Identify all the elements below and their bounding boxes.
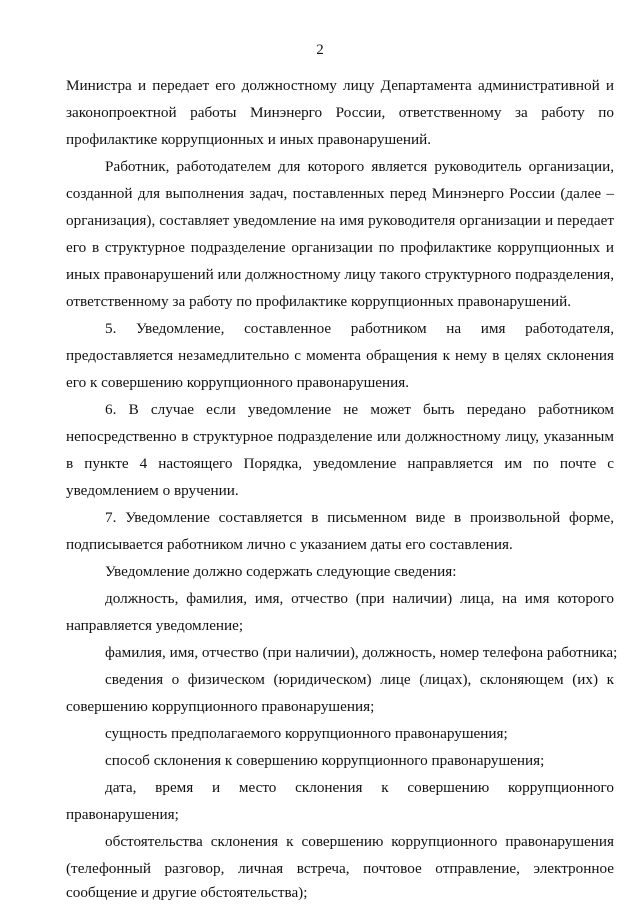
text-line: сведения о физическом (юридическом) лице (лицах), склоняющем (их) к <box>105 671 614 688</box>
text-line: в пункте 4 настоящего Порядка, уведомление направляется им по почте с <box>66 455 614 472</box>
text-line: 7. Уведомление составляется в письменном виде в произвольной форме, <box>105 509 614 526</box>
text-line: 5. Уведомление, составленное работником на имя работодателя, <box>105 320 614 337</box>
text-line: профилактике коррупционных и иных правонарушений. <box>66 131 432 148</box>
page-number: 2 <box>316 42 324 58</box>
text-line: сообщение и другие обстоятельства); <box>66 884 308 901</box>
text-line: сущность предполагаемого коррупционного правонарушения; <box>105 725 508 742</box>
text-line: предоставляется незамедлительно с момента обращения к нему в целях склонения <box>66 347 614 364</box>
text-line: совершению коррупционного правонарушения; <box>66 698 375 715</box>
text-line: правонарушения; <box>66 806 179 823</box>
text-line: уведомлением о вручении. <box>66 482 239 499</box>
text-line: подписывается работником лично с указанием даты его составления. <box>66 536 513 553</box>
text-line: дата, время и место склонения к совершению коррупционного <box>105 779 614 796</box>
text-line: 6. В случае если уведомление не может быть передано работником <box>105 401 614 418</box>
text-line: (телефонный разговор, личная встреча, почтовое отправление, электронное <box>66 860 614 877</box>
text-line: законопроектной работы Минэнерго России, ответственному за работу по <box>66 104 614 121</box>
text-line: созданной для выполнения задач, поставленных перед Минэнерго России (далее – <box>66 185 614 202</box>
text-line: Министра и передает его должностному лицу Департамента административной и <box>66 77 614 94</box>
text-line: должность, фамилия, имя, отчество (при наличии) лица, на имя которого <box>105 590 614 607</box>
text-line: организация), составляет уведомление на имя руководителя организации и передает <box>66 212 614 229</box>
text-line: его в структурное подразделение организации по профилактике коррупционных и <box>66 239 614 256</box>
text-line: Уведомление должно содержать следующие сведения: <box>105 563 457 580</box>
text-line: способ склонения к совершению коррупционного правонарушения; <box>105 752 545 769</box>
text-line: иных правонарушений или должностному лицу такого структурного подразделения, <box>66 266 614 283</box>
text-line: фамилия, имя, отчество (при наличии), должность, номер телефона работника; <box>105 644 618 661</box>
text-line: направляется уведомление; <box>66 617 244 634</box>
text-line: ответственному за работу по профилактике коррупционных правонарушений. <box>66 293 572 310</box>
text-line: его к совершению коррупционного правонарушения. <box>66 374 410 391</box>
text-line: обстоятельства склонения к совершению коррупционного правонарушения <box>105 833 614 850</box>
text-line: Работник, работодателем для которого является руководитель организации, <box>105 158 614 175</box>
text-line: непосредственно в структурное подразделение или должностному лицу, указанным <box>66 428 614 445</box>
